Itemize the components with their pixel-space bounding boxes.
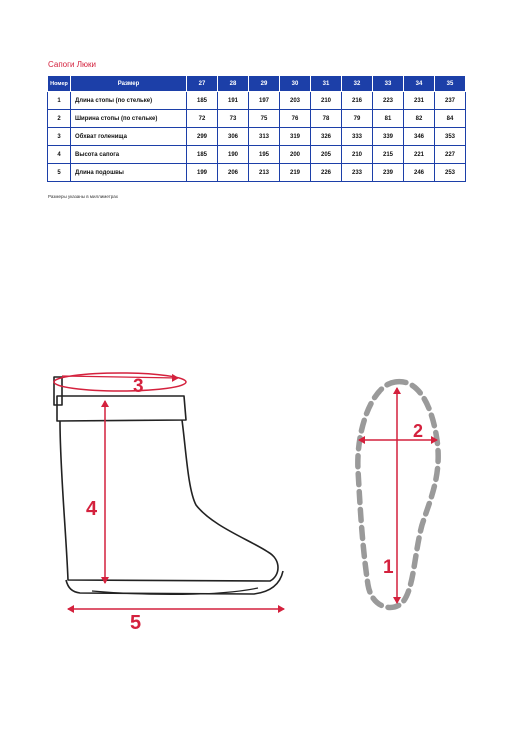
label-foot-length: 1 [383, 557, 394, 578]
table-cell: 72 [187, 110, 218, 128]
col-header-30: 30 [280, 76, 311, 92]
table-cell: 246 [404, 164, 435, 182]
table-cell: 213 [249, 164, 280, 182]
table-cell: 75 [249, 110, 280, 128]
label-height: 4 [86, 498, 98, 520]
table-cell: 319 [280, 128, 311, 146]
table-cell: 333 [342, 128, 373, 146]
table-cell: 226 [311, 164, 342, 182]
table-cell: 195 [249, 146, 280, 164]
row-param: Высота сапога [71, 146, 187, 164]
table-cell: 233 [342, 164, 373, 182]
row-param: Обхват голенища [71, 128, 187, 146]
label-circumference: 3 [133, 376, 144, 397]
table-cell: 197 [249, 92, 280, 110]
boot-pull-tab [54, 377, 62, 405]
table-cell: 306 [218, 128, 249, 146]
table-cell: 190 [218, 146, 249, 164]
col-header-34: 34 [404, 76, 435, 92]
row-number: 2 [48, 110, 71, 128]
table-cell: 84 [435, 110, 466, 128]
col-header-27: 27 [187, 76, 218, 92]
table-cell: 346 [404, 128, 435, 146]
table-cell: 205 [311, 146, 342, 164]
circumference-arrow [62, 376, 178, 378]
table-cell: 227 [435, 146, 466, 164]
row-number: 3 [48, 128, 71, 146]
table-cell: 82 [404, 110, 435, 128]
table-cell: 231 [404, 92, 435, 110]
col-header-size: Размер [71, 76, 187, 92]
table-cell: 79 [342, 110, 373, 128]
row-number: 5 [48, 164, 71, 182]
table-cell: 299 [187, 128, 218, 146]
table-cell: 237 [435, 92, 466, 110]
table-cell: 185 [187, 146, 218, 164]
table-cell: 253 [435, 164, 466, 182]
table-cell: 353 [435, 128, 466, 146]
label-foot-width: 2 [413, 421, 424, 441]
col-header-35: 35 [435, 76, 466, 92]
boot-top-band [57, 396, 186, 421]
table-cell: 210 [311, 92, 342, 110]
table-cell: 200 [280, 146, 311, 164]
table-cell: 239 [373, 164, 404, 182]
table-cell: 185 [187, 92, 218, 110]
table-cell: 219 [280, 164, 311, 182]
row-number: 4 [48, 146, 71, 164]
row-number: 1 [48, 92, 71, 110]
page-title: Сапоги Люки [48, 60, 96, 69]
table-cell: 203 [280, 92, 311, 110]
row-param: Длина подошвы [71, 164, 187, 182]
boot-drawing [54, 377, 283, 594]
table-cell: 221 [404, 146, 435, 164]
units-note: Размеры указаны в миллиметрах [48, 194, 119, 199]
col-header-32: 32 [342, 76, 373, 92]
row-param: Длина стопы (по стельке) [71, 92, 187, 110]
table-cell: 206 [218, 164, 249, 182]
boot-sole [66, 571, 283, 594]
insole-outline [358, 382, 438, 608]
col-header-28: 28 [218, 76, 249, 92]
table-cell: 223 [373, 92, 404, 110]
table-cell: 73 [218, 110, 249, 128]
row-param: Ширина стопы (по стельке) [71, 110, 187, 128]
table-cell: 191 [218, 92, 249, 110]
col-header-29: 29 [249, 76, 280, 92]
table-cell: 313 [249, 128, 280, 146]
table-cell: 339 [373, 128, 404, 146]
table-cell: 326 [311, 128, 342, 146]
table-cell: 78 [311, 110, 342, 128]
table-cell: 76 [280, 110, 311, 128]
table-cell: 81 [373, 110, 404, 128]
table-cell: 215 [373, 146, 404, 164]
col-header-number: Номер [48, 76, 71, 92]
table-cell: 210 [342, 146, 373, 164]
col-header-33: 33 [373, 76, 404, 92]
table-cell: 199 [187, 164, 218, 182]
table-cell: 216 [342, 92, 373, 110]
col-header-31: 31 [311, 76, 342, 92]
label-sole-length: 5 [130, 612, 142, 634]
